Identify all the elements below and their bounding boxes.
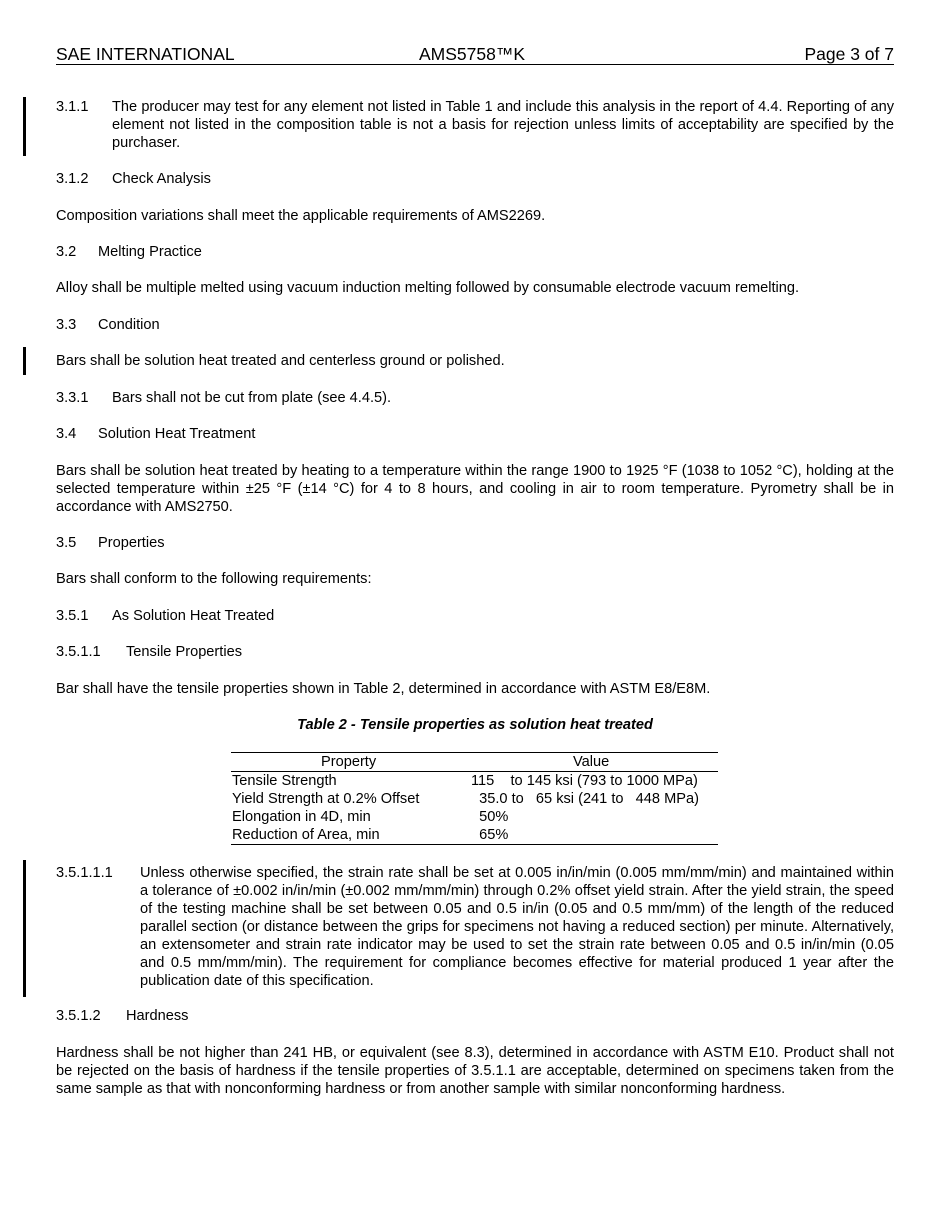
section-3-5-1-1-1-text: Unless otherwise specified, the strain rate shall be set at 0.005 in/in/min (0.005 mm/mm/min) and maintained within a tolerance of ±0.002 in/in/min (±0.002 mm/mm/min) through 0.2% offset yield strain. After the yield strain, the speed of the testing machine shall be set between 0.05 and 0.5 in/in (0.05 and 0.5 mm/mm) of the length of the reduced parallel section (or distance between the grips for specimens not having a reduced section) per minute. Alternatively, an extensometer and strain rate indicator may be used to set the strain rate between 0.05 and 0.5 in/in/min (0.05 and 0.5 mm/mm/min). The requirement for compliance becomes effective for material produced 1 year after the publication date of this specification. [140,865,894,989]
table-cell-value: 115 to 145 ksi (793 to 1000 MPa) [471,773,698,789]
column-header-property: Property [321,754,377,770]
paragraph: Bars shall be solution heat treated and centerless ground or polished. [56,353,505,369]
change-bar [23,97,26,156]
table-caption: Table 2 - Tensile properties as solution heat treated [297,717,653,733]
section-title: Melting Practice [98,244,202,260]
column-header-value: Value [573,754,610,770]
section-number: 3.1.2 [56,171,89,187]
section-number: 3.2 [56,244,77,260]
section-number: 3.5 [56,535,77,551]
page-header [56,44,894,65]
section-title: Tensile Properties [126,644,242,660]
section-title: Properties [98,535,165,551]
section-number: 3.1.1 [56,99,89,115]
header-org: SAE INTERNATIONAL [56,44,235,64]
change-bar [23,347,26,375]
section-number: 3.5.1.2 [56,1008,101,1024]
section-number: 3.5.1 [56,608,89,624]
section-title: Condition [98,317,160,333]
table-row [231,826,718,844]
table-header-row [231,753,718,772]
paragraph: Composition variations shall meet the applicable requirements of AMS2269. [56,208,546,224]
paragraph: Hardness shall be not higher than 241 HB, or equivalent (see 8.3), determined in accordance with ASTM E10. Product shall not be rejected on the basis of hardness if the tensile properties of 3.5.1.1 are acceptable, determined on specimens taken from the same sample as that with nonconforming hardness or from another sample with similar nonconforming hardness. [56,1045,894,1097]
table-row [231,808,718,826]
tensile-table [231,752,718,845]
table-cell-property: Yield Strength at 0.2% Offset [232,791,420,807]
section-number: 3.3 [56,317,77,333]
table-cell-value: 50% [471,809,509,825]
header-page-number: Page 3 of 7 [804,44,894,64]
header-doc-number: AMS5758™K [419,44,526,64]
section-3-1-1-text: The producer may test for any element not listed in Table 1 and include this analysis in the report of 4.4. Reporting of any element not listed in the composition table is not a basis for rejection unless limits of acceptability are specified by the purchaser. [112,99,894,151]
section-title: Hardness [126,1008,189,1024]
section-title: Solution Heat Treatment [98,426,256,442]
paragraph: Alloy shall be multiple melted using vacuum induction melting followed by consumable electrode vacuum remelting. [56,280,800,296]
table-row [231,790,718,808]
section-3-3-1-text: Bars shall not be cut from plate (see 4.4.5). [112,390,392,406]
section-title: Check Analysis [112,171,211,187]
table-cell-value: 35.0 to 65 ksi (241 to 448 MPa) [471,791,699,807]
section-number: 3.5.1.1 [56,644,101,660]
table-cell-value: 65% [471,827,509,843]
section-number: 3.5.1.1.1 [56,865,113,881]
section-title: As Solution Heat Treated [112,608,275,624]
table-cell-property: Elongation in 4D, min [232,809,371,825]
paragraph: Bars shall be solution heat treated by heating to a temperature within the range 1900 to 1925 °F (1038 to 1052 °C), holding at the selected temperature within ±25 °F (±14 °C) for 4 to 8 hours, and cooling in air to room temperature. Pyrometry shall be in accordance with AMS2750. [56,463,894,515]
paragraph: Bars shall conform to the following requirements: [56,571,372,587]
table-cell-property: Reduction of Area, min [232,827,380,843]
section-number: 3.4 [56,426,77,442]
section-number: 3.3.1 [56,390,89,406]
table-row [231,772,718,790]
table-cell-property: Tensile Strength [232,773,337,789]
change-bar [23,860,26,997]
paragraph: Bar shall have the tensile properties shown in Table 2, determined in accordance with ASTM E8/E8M. [56,681,711,697]
